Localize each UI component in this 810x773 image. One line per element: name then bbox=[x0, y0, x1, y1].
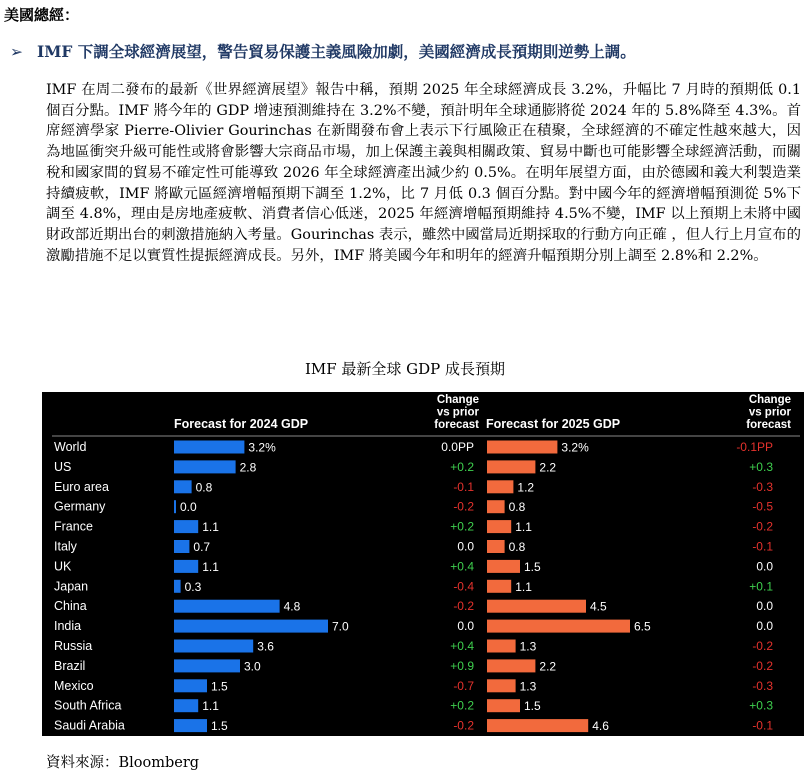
change-2025-value: -0.1 bbox=[752, 718, 773, 733]
bar-2024-value: 3.0 bbox=[244, 659, 261, 674]
country-label: Russia bbox=[54, 639, 93, 653]
bar-2024 bbox=[174, 460, 236, 473]
bar-2025 bbox=[487, 460, 535, 473]
change-2025-value: +0.3 bbox=[749, 459, 773, 474]
change-2024-value: +0.4 bbox=[450, 639, 474, 653]
bar-2024 bbox=[174, 540, 189, 553]
bar-2024 bbox=[174, 480, 192, 493]
change-2025-value: -0.3 bbox=[752, 678, 773, 693]
bar-2024-value: 1.1 bbox=[202, 559, 219, 574]
bar-2025 bbox=[487, 540, 505, 553]
change-2024-value: +0.9 bbox=[450, 658, 474, 673]
bar-2025 bbox=[487, 520, 511, 533]
change-2024-value: 0.0 bbox=[457, 539, 474, 554]
bar-2024 bbox=[174, 620, 328, 633]
change-2024-value: -0.2 bbox=[453, 718, 474, 733]
change-2024-value: +0.2 bbox=[450, 698, 474, 713]
country-label: Japan bbox=[54, 579, 89, 594]
bar-2024 bbox=[174, 560, 198, 573]
country-label: France bbox=[54, 519, 93, 534]
bar-2024-value: 0.7 bbox=[193, 540, 211, 554]
bar-2024 bbox=[174, 679, 207, 692]
bar-2025-value: 1.5 bbox=[524, 699, 541, 714]
bar-2024-value: 1.1 bbox=[202, 699, 219, 714]
change-2025-value: -0.2 bbox=[752, 519, 773, 534]
source-note: 資料來源：Bloomberg bbox=[46, 755, 200, 771]
country-label: Germany bbox=[54, 499, 106, 514]
bar-2024-value: 3.6 bbox=[257, 639, 274, 654]
change-2025-value: -0.1PP bbox=[736, 440, 773, 454]
bar-2024-value: 1.5 bbox=[211, 679, 228, 694]
country-label: India bbox=[54, 619, 82, 634]
change-2025-value: -0.2 bbox=[752, 639, 773, 653]
header-forecast-2024: Forecast for 2024 GDP bbox=[174, 417, 309, 431]
bar-2025 bbox=[487, 441, 557, 454]
bar-2024-value: 7.0 bbox=[332, 619, 349, 634]
bar-2024 bbox=[174, 640, 253, 653]
header-change-2024: Change bbox=[436, 394, 479, 406]
bar-2025 bbox=[487, 659, 535, 672]
header-change-2024: forecast bbox=[434, 419, 479, 431]
bar-2025 bbox=[487, 679, 516, 692]
change-2025-value: -0.1 bbox=[752, 539, 773, 554]
country-label: World bbox=[54, 440, 87, 454]
bar-2024-value: 1.5 bbox=[211, 719, 228, 734]
bar-2025 bbox=[487, 480, 513, 493]
bar-2025-value: 2.2 bbox=[539, 460, 557, 475]
change-2025-value: -0.3 bbox=[752, 479, 773, 494]
change-2025-value: +0.3 bbox=[749, 698, 773, 713]
header-change-2024: vs prior bbox=[436, 406, 479, 419]
bar-2025 bbox=[487, 560, 520, 573]
bar-2024-value: 0.0 bbox=[180, 500, 197, 515]
bar-2024 bbox=[174, 580, 181, 593]
bullet-arrow-icon: ➢ bbox=[10, 43, 23, 61]
change-2024-value: 0.0PP bbox=[441, 440, 474, 454]
bar-2024 bbox=[174, 659, 240, 672]
bar-2025-value: 4.6 bbox=[592, 719, 609, 734]
chart-title: IMF 最新全球 GDP 成長預期 bbox=[304, 360, 506, 378]
bar-2025-value: 4.5 bbox=[590, 599, 607, 614]
change-2025-value: 0.0 bbox=[756, 599, 773, 614]
country-label: South Africa bbox=[54, 698, 122, 713]
bar-2025-value: 2.2 bbox=[539, 659, 557, 674]
bar-2025-value: 1.5 bbox=[524, 559, 541, 574]
bar-2025 bbox=[487, 580, 511, 593]
country-label: Saudi Arabia bbox=[54, 718, 125, 733]
country-label: UK bbox=[54, 559, 72, 574]
article-headline bbox=[10, 40, 636, 62]
bar-2025-value: 1.1 bbox=[515, 579, 532, 594]
bar-2024 bbox=[174, 600, 280, 613]
headline-text: IMF 下調全球經濟展望，警告貿易保護主義風險加劇，美國經濟成長預期則逆勢上調。 bbox=[37, 42, 636, 61]
bar-2024-value: 4.8 bbox=[283, 599, 301, 614]
change-2024-value: -0.4 bbox=[453, 579, 474, 594]
change-2025-value: 0.0 bbox=[756, 619, 773, 634]
change-2024-value: -0.1 bbox=[453, 479, 474, 494]
header-change-2025: Change bbox=[748, 394, 791, 406]
article-body: IMF 在周二發布的最新《世界經濟展望》報告中稱，預期 2025 年全球經濟成長 3.2%，升幅比 7 月時的預期低 0.1 個百分點。IMF 將今年的 GDP 增速預測維持在 3.2%不變，預計明年全球通膨將從 2024 年的 5.8%降至 4.3%。首席經濟學家 Pierre-Olivier Gourinchas 在新聞發布會上表示下行風險正在積聚，全球經濟的不確定性越來越大，因為地區衝突升級可能性或將會影響大宗商品市場，加上保護主義與相關政策、貿易中斷也可能影響全球經濟活動，而關稅和國家間的貿易不確定性可能導致 2026 年全球經濟產出減少約 0.5%。在明年展望方面，由於德國和義大利製造業持續疲軟，IMF 將歐元區經濟增幅預期下調至 1.2%，比 7 月低 0.3 個百分點。對中國今年的經濟增幅預測從 5%下調至 4.8%，理由是房地產疲軟、消費者信心低迷，2025 年經濟增幅預期維持 4.5%不變，IMF 以上預期上未將中國財政部近期出台的刺激措施納入考量。Gourinchas 表示，雖然中國當局近期採取的行動方向正確 ，但人行上月宣布的激勵措施不足以實質性提振經濟成長。另外，IMF 將美國今年和明年的經濟升幅預期分別上調至 2.8%和 2.2%。 bbox=[46, 82, 801, 264]
change-2024-value: -0.7 bbox=[453, 678, 474, 693]
change-2024-value: +0.4 bbox=[450, 559, 474, 574]
bar-2024-value: 2.8 bbox=[239, 460, 257, 475]
bar-2025 bbox=[487, 640, 516, 653]
bar-2025-value: 1.1 bbox=[515, 520, 532, 535]
bar-2025-value: 1.3 bbox=[519, 679, 537, 694]
change-2024-value: -0.2 bbox=[453, 499, 474, 514]
change-2024-value: +0.2 bbox=[450, 459, 474, 474]
change-2025-value: +0.1 bbox=[749, 579, 773, 594]
change-2024-value: +0.2 bbox=[450, 519, 474, 534]
country-label: China bbox=[54, 599, 87, 614]
bar-2025-value: 0.8 bbox=[508, 500, 526, 515]
gdp-forecast-chart bbox=[42, 392, 804, 736]
bar-2025 bbox=[487, 620, 630, 633]
change-2025-value: -0.2 bbox=[752, 658, 773, 673]
bar-2024-value: 0.8 bbox=[195, 480, 213, 495]
bar-2024 bbox=[174, 719, 207, 732]
country-label: Mexico bbox=[54, 678, 94, 693]
country-label: Brazil bbox=[54, 658, 86, 673]
bar-2025-value: 3.2% bbox=[561, 440, 589, 455]
bar-2024-value: 0.3 bbox=[184, 579, 202, 594]
bar-2025 bbox=[487, 600, 586, 613]
section-title: 美國總經： bbox=[4, 6, 80, 24]
bar-2024-value: 1.1 bbox=[202, 520, 219, 535]
bar-2024 bbox=[174, 500, 176, 513]
header-change-2025: vs prior bbox=[748, 406, 791, 419]
bar-2024-value: 3.2% bbox=[248, 440, 276, 455]
bar-2025-value: 0.8 bbox=[508, 540, 526, 554]
bar-2024 bbox=[174, 520, 198, 533]
country-label: US bbox=[54, 459, 72, 474]
country-label: Italy bbox=[54, 539, 77, 554]
bar-2025-value: 1.3 bbox=[519, 639, 537, 654]
bar-2025 bbox=[487, 500, 505, 513]
bar-2025-value: 6.5 bbox=[634, 619, 651, 634]
change-2024-value: -0.2 bbox=[453, 599, 474, 614]
bar-2025 bbox=[487, 719, 588, 732]
bar-2025 bbox=[487, 699, 520, 712]
header-change-2025: forecast bbox=[746, 419, 791, 431]
change-2024-value: 0.0 bbox=[457, 619, 474, 634]
bar-2025-value: 1.2 bbox=[517, 480, 535, 495]
header-forecast-2025: Forecast for 2025 GDP bbox=[486, 417, 621, 431]
change-2025-value: -0.5 bbox=[752, 499, 773, 514]
country-label: Euro area bbox=[54, 479, 109, 494]
change-2025-value: 0.0 bbox=[756, 559, 773, 574]
bar-2024 bbox=[174, 699, 198, 712]
bar-2024 bbox=[174, 441, 244, 454]
